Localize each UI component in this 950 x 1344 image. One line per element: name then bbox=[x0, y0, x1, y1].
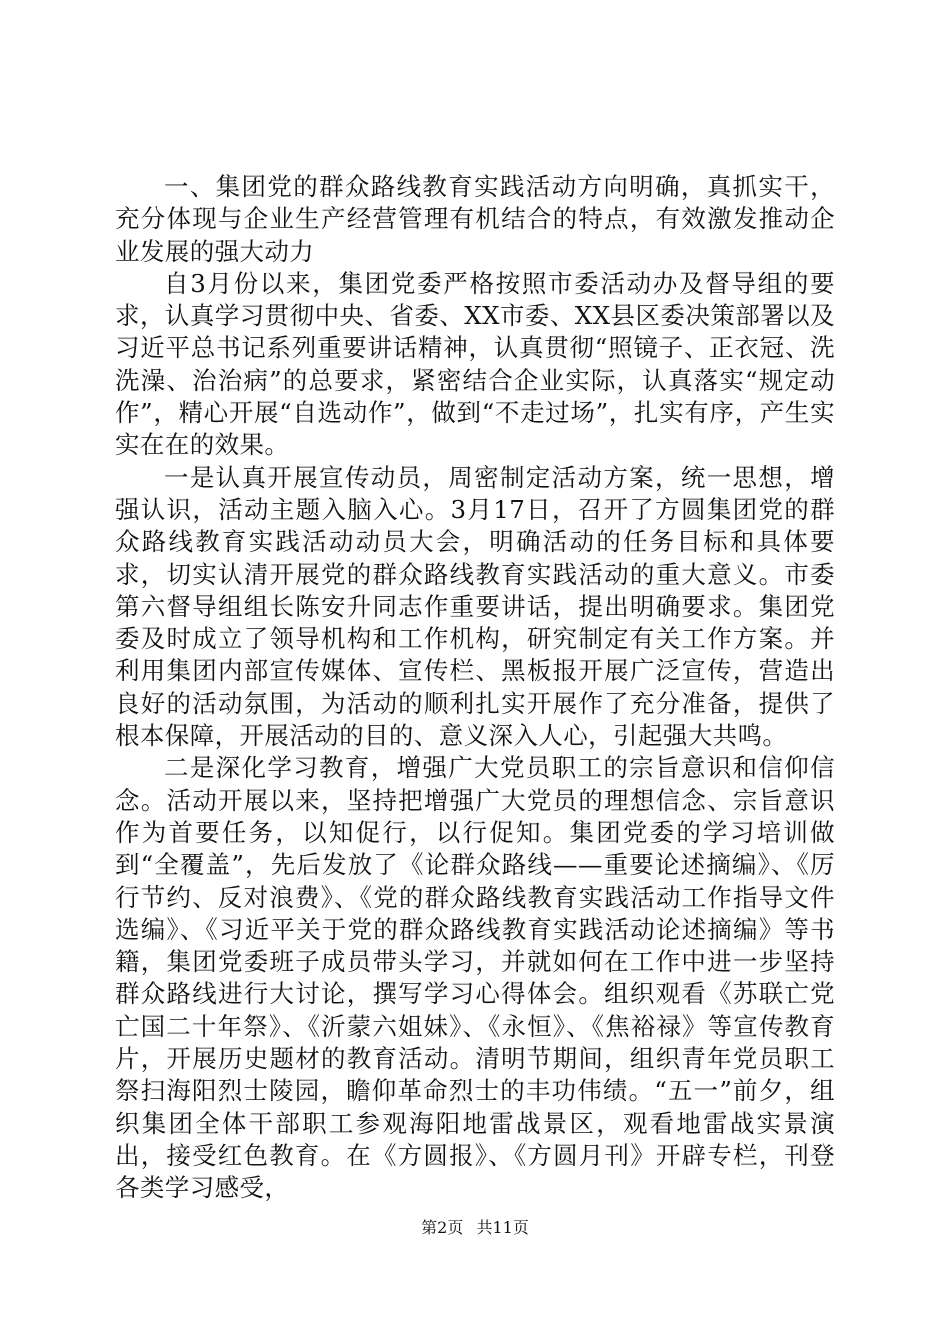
body-paragraph: 二是深化学习教育，增强广大党员职工的宗旨意识和信仰信念。活动开展以来，坚持把增强广大党员的理想信念、宗旨意识作为首要任务，以知促行，以行促知。集团党委的学习培训做到“全覆盖”，先后发放了《论群众路线——重要论述摘编》、《厉行节约、反对浪费》、《党的群众路线教育实践活动工作指导文件选编》、《习近平关于党的群众路线教育实践活动论述摘编》等书籍，集团党委班子成员带头学习，并就如何在工作中进一步坚持群众路线进行大讨论，撰写学习心得体会。组织观看《苏联亡党亡国二十年祭》、《沂蒙六姐妹》、《永恒》、《焦裕禄》等宣传教育片，开展历史题材的教育活动。清明节期间，组织青年党员职工祭扫海阳烈士陵园，瞻仰革命烈士的丰功伟绩。“五一”前夕，组织集团全体干部职工参观海阳地雷战景区，观看地雷战实景演出，接受红色教育。在《方圆报》、《方圆月刊》开辟专栏，刊登各类学习感受， bbox=[115, 753, 835, 1203]
page-number: 第2页 bbox=[421, 1218, 464, 1237]
section-heading-paragraph: 一、集团党的群众路线教育实践活动方向明确，真抓实干，充分体现与企业生产经营管理有机结合的特点，有效激发推动企业发展的强大动力 bbox=[115, 172, 835, 266]
page-footer bbox=[0, 1215, 950, 1238]
document-body bbox=[115, 171, 835, 1205]
page-total: 共11页 bbox=[476, 1218, 529, 1237]
body-paragraph: 自3月份以来，集团党委严格按照市委活动办及督导组的要求，认真学习贯彻中央、省委、XX市委、XX县区委决策部署以及习近平总书记系列重要讲话精神，认真贯彻“照镜子、正衣冠、洗洗澡、治治病”的总要求，紧密结合企业实际，认真落实“规定动作”，精心开展“自选动作”，做到“不走过场”，扎实有序，产生实实在在的效果。 bbox=[115, 268, 835, 460]
body-paragraph: 一是认真开展宣传动员，周密制定活动方案，统一思想，增强认识，活动主题入脑入心。3月17日，召开了方圆集团党的群众路线教育实践活动动员大会，明确活动的任务目标和具体要求，切实认清开展党的群众路线教育实践活动的重大意义。市委第六督导组组长陈安升同志作重要讲话，提出明确要求。集团党委及时成立了领导机构和工作机构，研究制定有关工作方案。并利用集团内部宣传媒体、宣传栏、黑板报开展广泛宣传，营造出良好的活动氛围，为活动的顺利扎实开展作了充分准备，提供了根本保障，开展活动的目的、意义深入人心，引起强大共鸣。 bbox=[115, 462, 835, 751]
